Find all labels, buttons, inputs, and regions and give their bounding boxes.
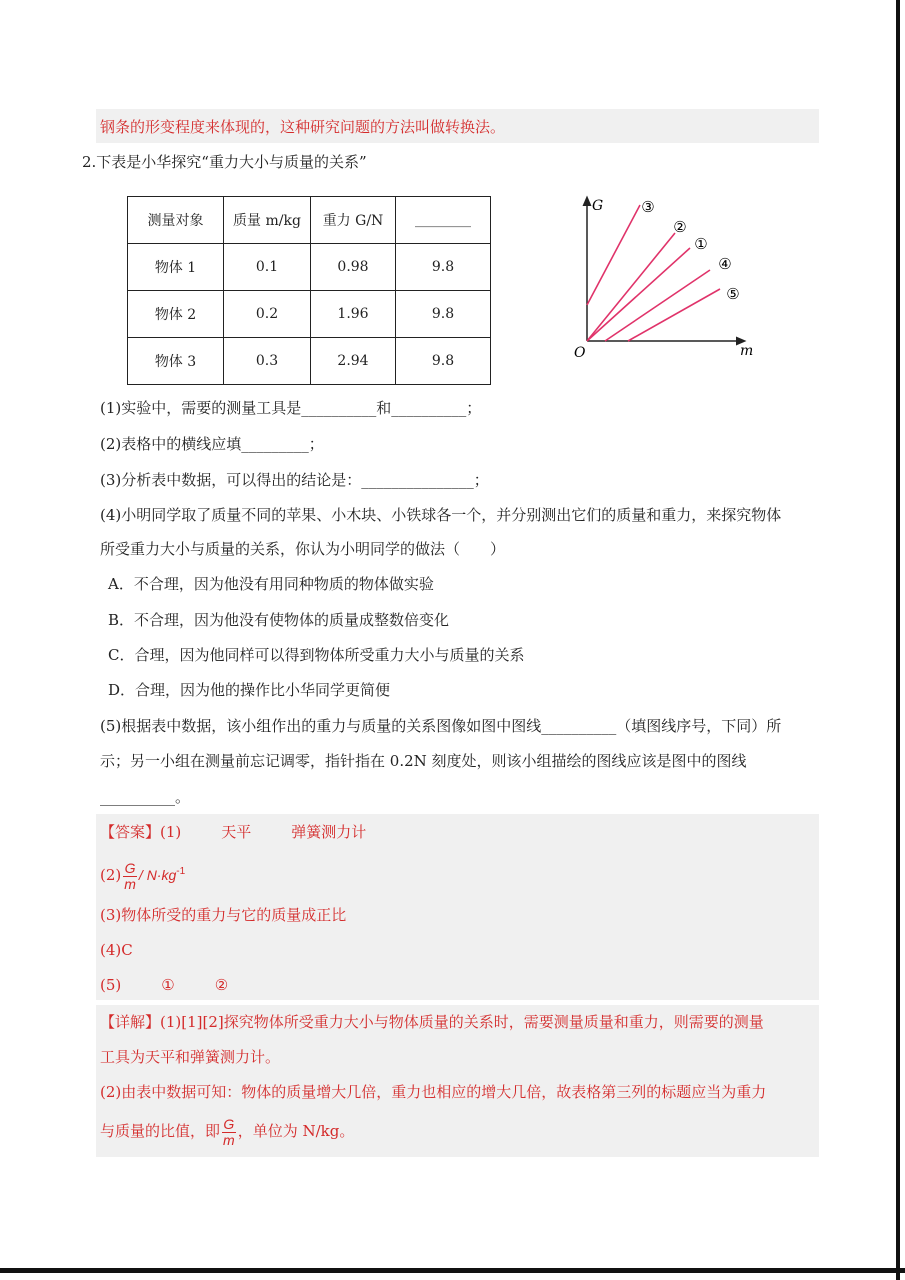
table-row bbox=[128, 338, 491, 385]
detail-2-line-1: (2)由表中数据可知：物体的质量增大几倍，重力也相应的增大几倍，故表格第三列的标题应当为重力 bbox=[100, 1083, 767, 1101]
g-m-graph bbox=[570, 190, 760, 370]
table-cell: 1.96 bbox=[311, 291, 396, 338]
answer-5-number: (5) bbox=[100, 976, 122, 994]
part-4-line-2: 所受重力大小与质量的关系，你认为小明同学的做法（ ） bbox=[100, 540, 506, 558]
answer-5-value-1: ① bbox=[161, 976, 175, 994]
table-cell: 2.94 bbox=[311, 338, 396, 385]
answer-1-number: (1) bbox=[160, 823, 182, 841]
graph-line-3-label: ③ bbox=[641, 198, 655, 216]
table-cell: 9.8 bbox=[396, 244, 491, 291]
answer-2-number: (2) bbox=[100, 866, 122, 884]
fraction-denominator: m bbox=[124, 875, 136, 892]
answer-line-1 bbox=[100, 822, 366, 842]
table-header-cell: 测量对象 bbox=[128, 197, 224, 244]
fraction-numerator: G bbox=[124, 859, 136, 876]
page-frame-right bbox=[896, 0, 900, 1280]
part-5-line-1: (5)根据表中数据，该小组作出的重力与质量的关系图像如图中图线__________（填图线序号，下同）所 bbox=[100, 717, 782, 735]
answer-1-value-1: 天平 bbox=[221, 823, 252, 841]
detail-2-line-2 bbox=[100, 1115, 354, 1148]
table-row bbox=[128, 244, 491, 291]
table-cell: 物体 1 bbox=[128, 244, 224, 291]
detail-2-text-b: ，单位为 N/kg。 bbox=[237, 1122, 355, 1140]
graph-line-3 bbox=[587, 205, 640, 305]
question-title: 2.下表是小华探究“重力大小与质量的关系” bbox=[82, 153, 367, 171]
answer-5-value-2: ② bbox=[214, 976, 229, 994]
part-3: (3)分析表中数据，可以得出的结论是：_______________； bbox=[100, 471, 489, 489]
detail-2-text-a: 与质量的比值，即 bbox=[100, 1122, 221, 1140]
table-row bbox=[128, 291, 491, 338]
graph-line-2-label: ② bbox=[673, 218, 687, 236]
part-5-line-2: 示；另一小组在测量前忘记调零，指针指在 0.2N 刻度处，则该小组描绘的图线应该是图中的图线 bbox=[100, 752, 747, 770]
origin-label: O bbox=[574, 345, 586, 361]
graph-line-4 bbox=[605, 270, 710, 341]
table-cell: 0.3 bbox=[224, 338, 311, 385]
answer-line-2 bbox=[100, 856, 185, 892]
answer-tag: 【答案】 bbox=[100, 823, 161, 841]
answer-2-unit: / N·kg bbox=[138, 867, 177, 883]
prev-answer-text: 钢条的形变程度来体现的，这种研究问题的方法叫做转换法。 bbox=[100, 118, 506, 136]
fraction-denominator: m bbox=[223, 1131, 235, 1148]
page-frame-bottom bbox=[0, 1268, 905, 1273]
table-header-cell: 重力 G/N bbox=[311, 197, 396, 244]
detail-2-fraction bbox=[222, 1117, 236, 1148]
y-axis-label: G bbox=[592, 198, 604, 214]
option-b: B．不合理，因为他没有使物体的质量成整数倍变化 bbox=[108, 611, 450, 629]
graph-line-5 bbox=[628, 289, 720, 341]
part-4-line-1: (4)小明同学取了质量不同的苹果、小木块、小铁球各一个，并分别测出它们的质量和重力，来探究物体 bbox=[100, 506, 782, 524]
table-cell: 0.2 bbox=[224, 291, 311, 338]
part-1: (1)实验中，需要的测量工具是__________和__________； bbox=[100, 399, 482, 417]
part-2: (2)表格中的横线应填_________； bbox=[100, 435, 324, 453]
graph-line-5-label: ⑤ bbox=[726, 285, 740, 303]
answer-line-5 bbox=[100, 975, 228, 995]
graph-line-2 bbox=[587, 233, 675, 341]
graph-line-1-label: ① bbox=[694, 235, 708, 253]
part-5-line-3: __________。 bbox=[100, 788, 191, 806]
fraction-numerator: G bbox=[223, 1115, 235, 1132]
table-cell: 物体 3 bbox=[128, 338, 224, 385]
table-header-blank-cell: ________ bbox=[396, 197, 491, 244]
option-c: C．合理，因为他同样可以得到物体所受重力大小与质量的关系 bbox=[108, 646, 525, 664]
option-d: D．合理，因为他的操作比小华同学更简便 bbox=[108, 681, 391, 699]
graph-line-4-label: ④ bbox=[718, 255, 732, 273]
table-cell: 9.8 bbox=[396, 291, 491, 338]
table-cell: 0.98 bbox=[311, 244, 396, 291]
table-header-row bbox=[128, 197, 491, 244]
answer-line-4: (4)C bbox=[100, 941, 133, 959]
answer-2-fraction bbox=[123, 861, 137, 892]
graph-lines bbox=[587, 198, 740, 341]
answer-2-exponent: -1 bbox=[176, 866, 186, 877]
table-cell: 0.1 bbox=[224, 244, 311, 291]
detail-1-line-1: 【详解】(1)[1][2]探究物体所受重力大小与物体质量的关系时，需要测量质量和重力，则需要的测量 bbox=[100, 1013, 764, 1031]
answer-1-value-2: 弹簧测力计 bbox=[291, 823, 367, 841]
table-cell: 9.8 bbox=[396, 338, 491, 385]
table-cell: 物体 2 bbox=[128, 291, 224, 338]
data-table bbox=[127, 196, 491, 385]
detail-1-line-2: 工具为天平和弹簧测力计。 bbox=[100, 1048, 281, 1066]
table-header-cell: 质量 m/kg bbox=[224, 197, 311, 244]
answer-line-3: (3)物体所受的重力与它的质量成正比 bbox=[100, 906, 347, 924]
x-axis-label: m bbox=[740, 343, 754, 359]
option-a: A．不合理，因为他没有用同种物质的物体做实验 bbox=[108, 575, 434, 593]
